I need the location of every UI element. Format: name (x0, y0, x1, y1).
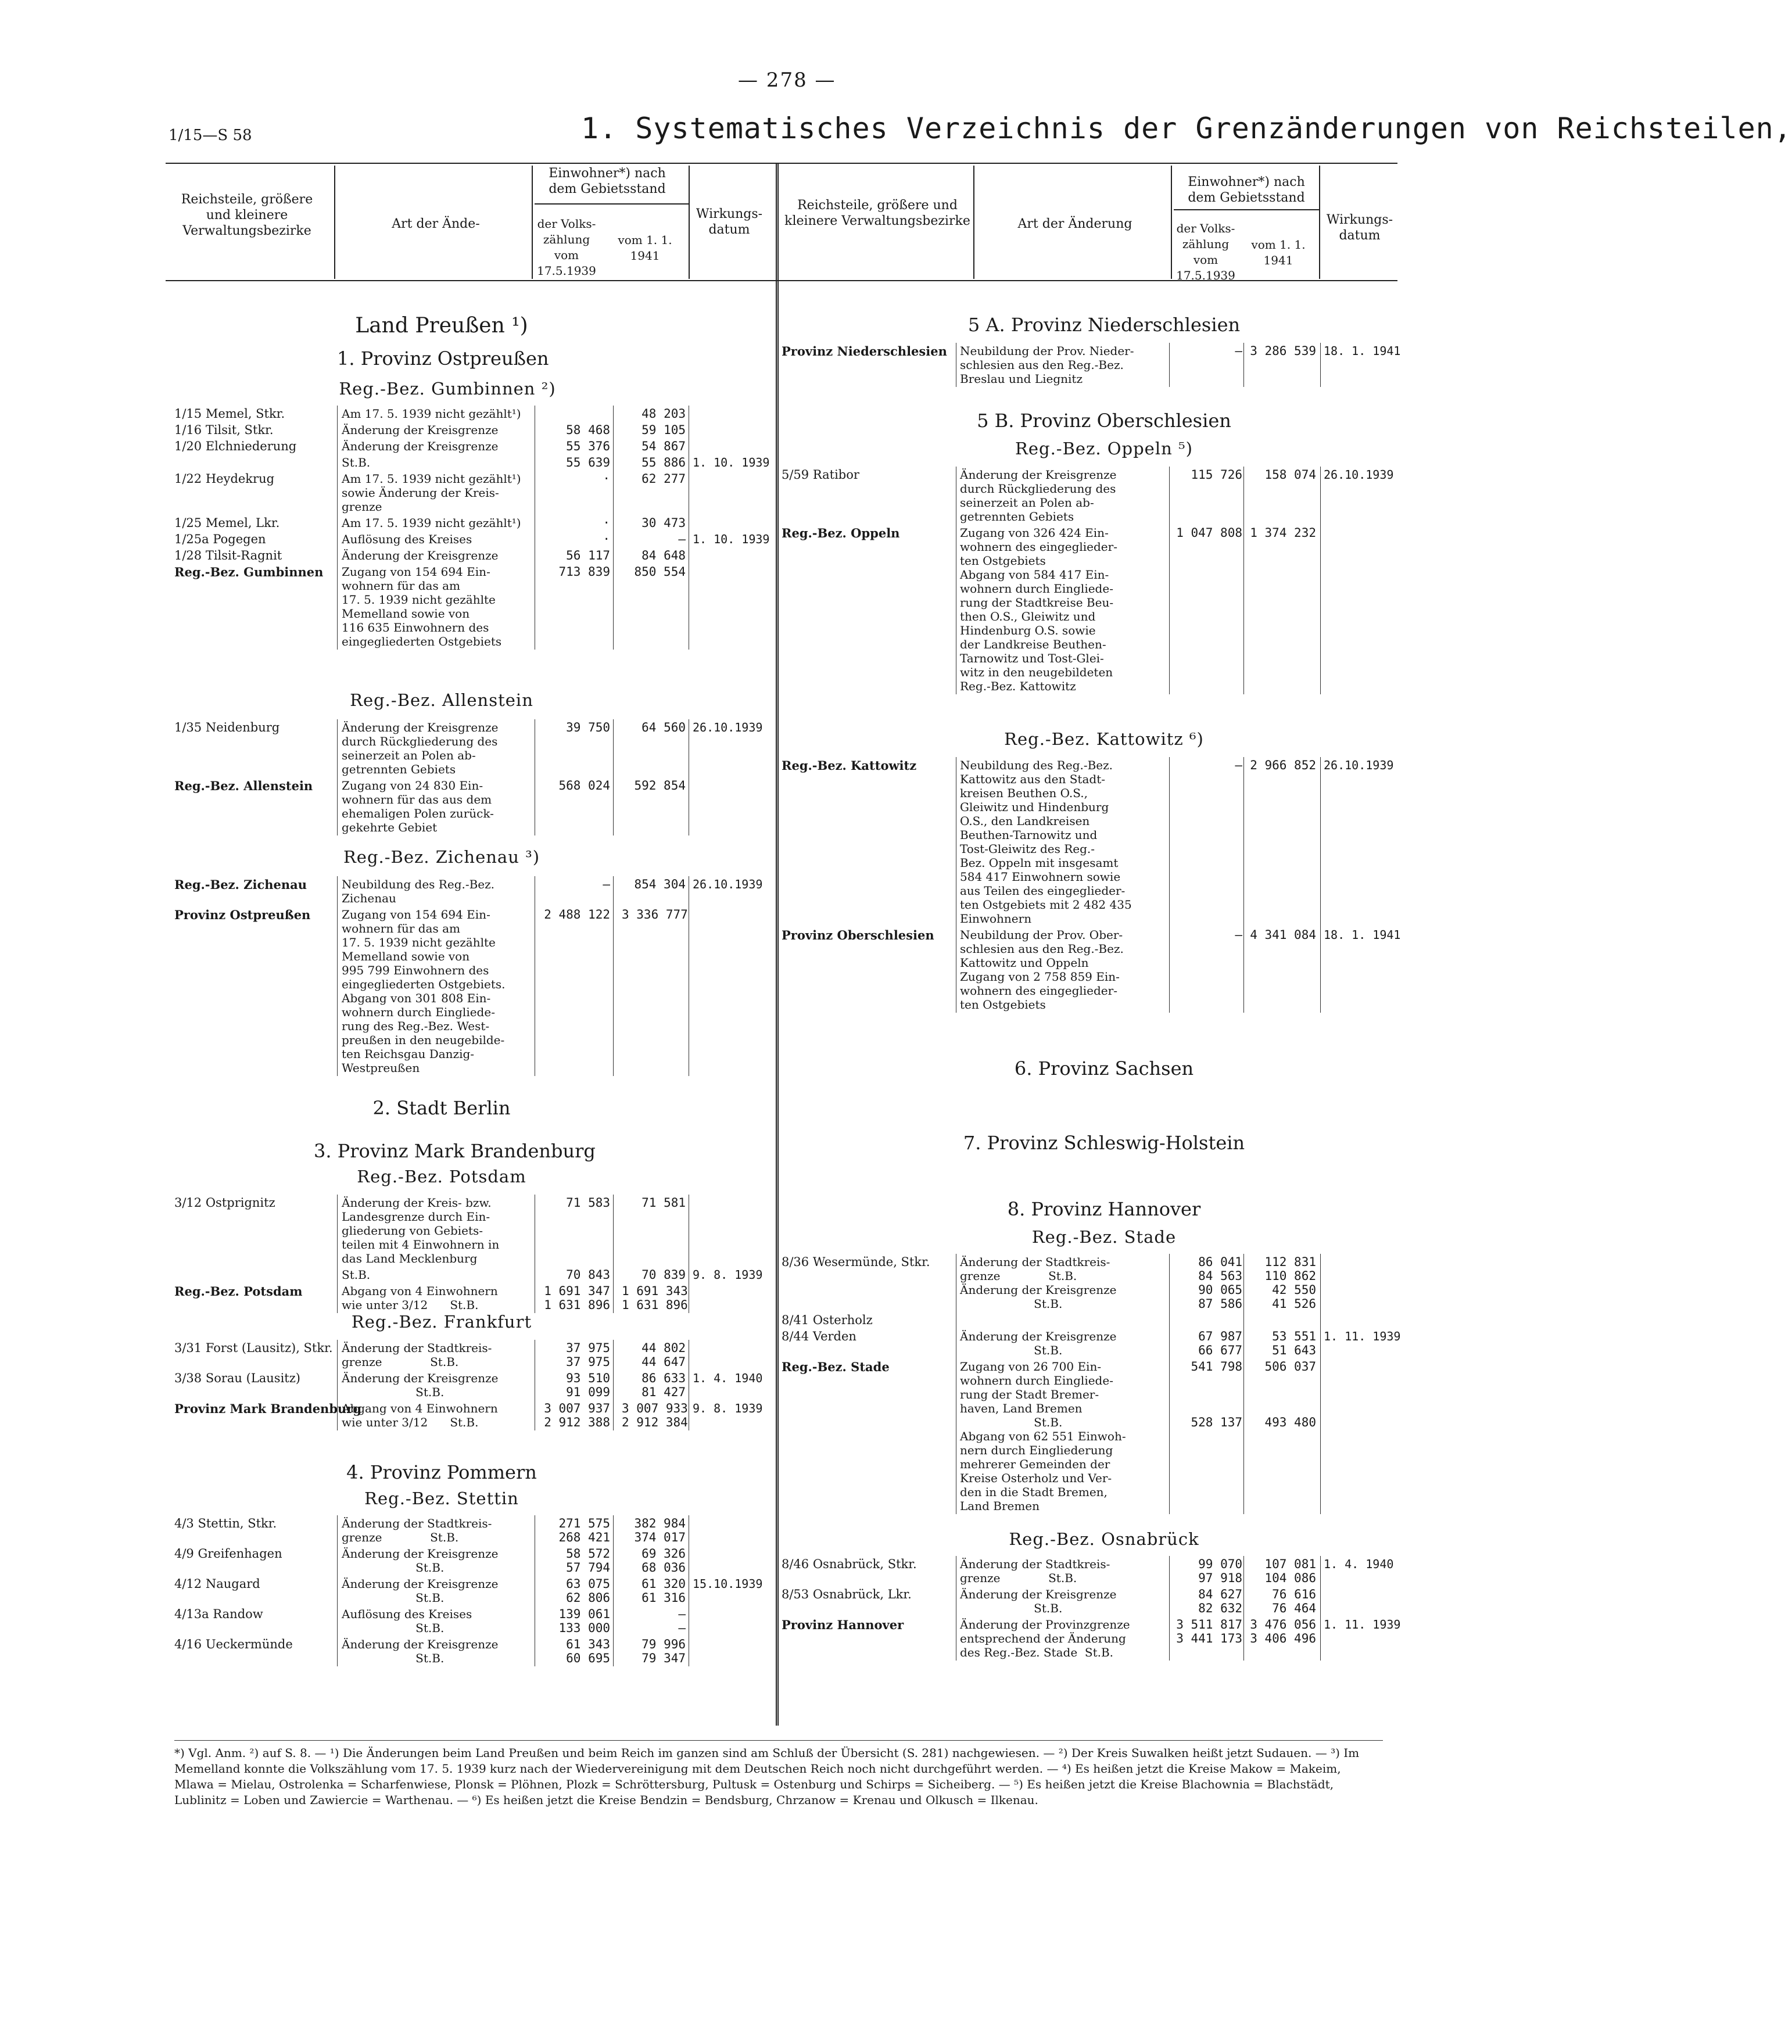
row-rule (613, 547, 614, 564)
row-rule (1320, 1254, 1321, 1312)
row-population-1941: 64 560 (641, 720, 686, 734)
row-rule (337, 906, 338, 1076)
row-rule (1169, 1312, 1170, 1328)
row-rule (1169, 1328, 1170, 1358)
row-unit-name: 8/44 Verden (782, 1329, 856, 1343)
row-rule (1243, 525, 1244, 694)
row-rule (337, 438, 338, 454)
header-date-left: Wirkungs-datum (696, 207, 763, 237)
row-population-1941: 44 802 44 647 (641, 1341, 686, 1369)
row-population-1941: 112 831 110 862 42 550 41 526 (1264, 1255, 1316, 1311)
row-unit-name: 1/20 Elchniederung (174, 439, 297, 453)
row-population-1941: 48 203 (641, 407, 686, 421)
row-change-description: Änderung der Kreisgrenze St.B. (960, 1587, 1117, 1615)
row-unit-name: 4/9 Greifenhagen (174, 1547, 282, 1561)
row-change-description: Am 17. 5. 1939 nicht gezählt¹) (342, 407, 521, 421)
row-unit-name: 4/12 Naugard (174, 1577, 260, 1591)
row-rule (613, 1400, 614, 1430)
row-change-description: Änderung der Kreisgrenze St.B. (960, 1329, 1117, 1357)
row-population-1941: 76 616 76 464 (1272, 1587, 1316, 1615)
row-population-1941: 59 105 (641, 423, 686, 437)
row-unit-name: 3/31 Forst (Lausitz), Stkr. (174, 1341, 333, 1355)
row-population-1939: 56 117 (566, 548, 610, 562)
row-unit-name: 1/35 Neidenburg (174, 720, 280, 734)
row-change-description: Zugang von 154 694 Ein- wohnern für das am 17. 5. 1939 nicht gezählte Memelland sowie von 995 799 Einwohnern des eingegliederten Ostgebiets. Abgang von 301 808 Ein- wohnern durch Eingliede- rung des Reg.-Bez. West- preußen in den neugebilde- ten Reichsgau Danzig- Westpreußen (342, 908, 506, 1075)
row-population-1941: 158 074 (1264, 468, 1316, 482)
row-rule (1169, 1254, 1170, 1312)
row-effective-date: 18. 1. 1941 (1324, 928, 1401, 942)
subsection-zichenau: Reg.-Bez. Zichenau ³) (343, 847, 540, 867)
row-rule (1320, 1312, 1321, 1328)
row-rule (613, 564, 614, 650)
header-1941-right: vom 1. 1. 1941 (1251, 238, 1306, 267)
subsection-frankfurt: Reg.-Bez. Frankfurt (351, 1312, 532, 1332)
row-effective-date: 1. 10. 1939 (693, 532, 770, 546)
row-effective-date: 9. 8. 1939 (693, 1268, 763, 1282)
row-population-1939: 55 639 (566, 456, 610, 469)
row-population-1941: 70 839 (641, 1268, 686, 1282)
row-change-description: Änderung der Kreisgrenze St.B. (342, 1577, 499, 1605)
row-rule (613, 876, 614, 906)
row-unit-name: 3/12 Ostprignitz (174, 1196, 275, 1210)
page-reference: 1/15—S 58 (169, 127, 252, 144)
row-population-1939: 568 024 (558, 779, 610, 793)
header-unit-right: Reichsteile, größere und kleinere Verwaltungsbezirke (784, 198, 970, 228)
row-rule (1243, 757, 1244, 927)
row-unit-name: Reg.-Bez. Gumbinnen (174, 565, 324, 579)
row-rule (1320, 343, 1321, 387)
row-unit-name: 1/28 Tilsit-Ragnit (174, 548, 282, 562)
row-rule (613, 1606, 614, 1636)
row-population-1939: 67 987 66 677 (1198, 1329, 1242, 1357)
rule (1174, 209, 1319, 210)
row-unit-name: Reg.-Bez. Oppeln (782, 526, 900, 540)
row-rule (613, 906, 614, 1076)
row-unit-name: 8/36 Wesermünde, Stkr. (782, 1255, 930, 1269)
row-population-1939: 93 510 91 099 (566, 1371, 610, 1399)
section-schleswig: 7. Provinz Schleswig-Holstein (963, 1132, 1245, 1154)
header-pop-right: Einwohner*) nach dem Gebietsstand (1188, 175, 1305, 205)
row-unit-name: Reg.-Bez. Allenstein (174, 779, 313, 793)
row-unit-name: 4/16 Ueckermünde (174, 1637, 293, 1651)
row-population-1941: 592 854 (634, 779, 686, 793)
row-population-1941: 69 326 68 036 (641, 1547, 686, 1575)
row-change-description: Neubildung der Prov. Ober- schlesien aus den Reg.-Bez. Kattowitz und Oppeln Zugang von 2 758 859 Ein- wohnern des eingeglieder- ten Ostgebiets (960, 928, 1124, 1012)
row-effective-date: 26.10.1939 (1324, 468, 1394, 482)
row-rule (337, 1283, 338, 1313)
row-population-1941: 850 554 (634, 565, 686, 579)
row-effective-date: 26.10.1939 (693, 877, 763, 891)
row-unit-name: Reg.-Bez. Potsdam (174, 1284, 303, 1299)
section-ostpreussen: 1. Provinz Ostpreußen (337, 347, 549, 370)
row-change-description: Änderung der Provinzgrenze entsprechend der Änderung des Reg.-Bez. Stade St.B. (960, 1618, 1130, 1659)
row-change-description: Zugang von 154 694 Ein- wohnern für das am 17. 5. 1939 nicht gezählte Memelland sowie von 116 635 Einwohnern des eingegliederten Ostgebiets (342, 565, 502, 648)
row-rule (613, 777, 614, 835)
row-rule (1320, 525, 1321, 694)
row-rule (1243, 467, 1244, 525)
row-rule (1169, 467, 1170, 525)
row-rule (613, 1576, 614, 1606)
row-change-description: Abgang von 4 Einwohnern wie unter 3/12 St.B. (342, 1284, 498, 1312)
row-rule (337, 719, 338, 777)
row-unit-name: 1/16 Tilsit, Stkr. (174, 423, 274, 437)
row-rule (1243, 1254, 1244, 1312)
row-population-1941: 4 341 084 (1250, 928, 1316, 942)
row-unit-name: 1/25 Memel, Lkr. (174, 516, 280, 530)
row-rule (337, 564, 338, 650)
row-rule (337, 1545, 338, 1576)
row-rule (1243, 927, 1244, 1013)
header-census-left: der Volks-zählung vom 17.5.1939 (537, 217, 596, 278)
row-change-description: Änderung der Kreisgrenze durch Rückgliederung des seinerzeit an Polen ab- getrennten Gebiets (960, 468, 1117, 523)
row-population-1939: 55 376 (566, 439, 610, 453)
row-rule (1169, 343, 1170, 387)
row-change-description: Änderung der Stadtkreis- grenze St.B. Änderung der Kreisgrenze St.B. (960, 1255, 1117, 1311)
row-population-1939: 3 007 937 2 912 388 (544, 1401, 610, 1429)
row-unit-name: Reg.-Bez. Kattowitz (782, 758, 917, 773)
row-unit-name: 1/25a Pogegen (174, 532, 266, 546)
row-population-1939: 99 070 97 918 (1198, 1557, 1242, 1585)
section-brandenburg: 3. Provinz Mark Brandenburg (314, 1140, 596, 1162)
row-effective-date: 9. 8. 1939 (693, 1401, 763, 1415)
row-rule (613, 1267, 614, 1283)
row-rule (337, 1576, 338, 1606)
footnote-rule (174, 1740, 1383, 1741)
row-rule (1320, 1556, 1321, 1586)
row-population-1939: 58 468 (566, 423, 610, 437)
row-population-1939: — (1235, 344, 1242, 358)
row-change-description: Änderung der Kreisgrenze St.B. (342, 1371, 499, 1399)
row-unit-name: 3/38 Sorau (Lausitz) (174, 1371, 300, 1385)
subsection-osnabrueck: Reg.-Bez. Osnabrück (1009, 1529, 1199, 1549)
row-rule (1243, 1312, 1244, 1328)
row-rule (337, 1400, 338, 1430)
header-change-right: Art der Änderung (1017, 217, 1132, 231)
row-population-1941: 382 984 374 017 (634, 1516, 686, 1544)
row-rule (337, 531, 338, 547)
row-rule (1320, 1358, 1321, 1514)
row-change-description: Änderung der Stadtkreis- grenze St.B. (342, 1341, 492, 1369)
row-change-description: Neubildung der Prov. Nieder- schlesien aus den Reg.-Bez. Breslau und Liegnitz (960, 344, 1134, 386)
row-population-1939: 84 627 82 632 (1198, 1587, 1242, 1615)
row-change-description: Änderung der Kreisgrenze (342, 439, 499, 453)
header-pop-left: Einwohner*) nach dem Gebietsstand (549, 166, 666, 196)
row-rule (337, 1515, 338, 1545)
row-population-1941: 79 996 79 347 (641, 1637, 686, 1665)
row-population-1939: 37 975 37 975 (566, 1341, 610, 1369)
row-population-1941: 3 476 056 3 406 496 (1250, 1618, 1316, 1645)
row-change-description: Neubildung des Reg.-Bez. Kattowitz aus den Stadt- kreisen Beuthen O.S., Gleiwitz und Hindenburg O.S., den Landkreisen Beuthen-Tarnowitz und Tost-Gleiwitz des Reg.- Bez. Oppeln mit insgesamt 584 417 Einwohnern sowie aus Teilen des eingeglieder- ten Ostgebiets mit 2 482 435 Einwohnern (960, 758, 1132, 926)
row-change-description: Änderung der Kreisgrenze (342, 423, 499, 437)
rule (1171, 166, 1172, 279)
row-population-1941: — — (678, 1607, 686, 1635)
row-change-description: Zugang von 26 700 Ein- wohnern durch Eingliede- rung der Stadt Bremer- haven, Land Bremen St.B. Abgang von 62 551 Einwoh- nern durch Eingliederung mehrerer Gemeinden der Kreise Osterholz und Ver- den in die Stadt Bremen, Land Bremen (960, 1360, 1126, 1513)
subsection-kattowitz: Reg.-Bez. Kattowitz ⁶) (1004, 729, 1204, 749)
row-rule (1243, 1616, 1244, 1661)
row-rule (1320, 1328, 1321, 1358)
row-population-1939: — (1235, 928, 1242, 942)
rule (334, 166, 335, 279)
row-unit-name: 4/13a Randow (174, 1607, 263, 1621)
row-rule (337, 1606, 338, 1636)
row-unit-name: 8/53 Osnabrück, Lkr. (782, 1587, 912, 1601)
row-population-1939: · (603, 472, 610, 486)
row-population-1939: 71 583 (566, 1196, 610, 1210)
row-change-description: St.B. (342, 1268, 371, 1282)
center-divider (776, 163, 779, 1726)
row-rule (613, 531, 614, 547)
row-population-1941: 854 304 (634, 877, 686, 891)
row-effective-date: 1. 4. 1940 (1324, 1557, 1394, 1571)
row-rule (613, 719, 614, 777)
row-population-1939: — (1235, 758, 1242, 772)
row-change-description: Änderung der Stadtkreis- grenze St.B. (342, 1516, 492, 1544)
header-1941-left: vom 1. 1. 1941 (618, 233, 672, 263)
row-unit-name: 8/46 Osnabrück, Stkr. (782, 1557, 917, 1571)
row-rule (337, 876, 338, 906)
footnotes: *) Vgl. Anm. ²) auf S. 8. — ¹) Die Änderungen beim Land Preußen und beim Reich im ganzen sind am Schluß der Übersicht (S. 281) nachgewiesen. — ²) Der Kreis Suwalken heißt jetzt Sudauen. — ³) Im Memelland konnte die Volkszählung vom 17. 5. 1939 kurz nach der Wiedervereinigung mit dem Deutschen Reich noch nicht durchgeführt werden. — ⁴) Es heißen jetzt die Kreise Makow = Makeim, Mlawa = Mielau, Ostrolenka = Scharfenwiese, Plonsk = Plöhnen, Plozk = Schröttersburg, Pultusk = Ostenburg und Schirps = Sicheiberg. — ⁵) Es heißen jetzt die Kreise Blachownia = Blachstädt, Lublinitz = Loben und Zawiercie = Warthenau. — ⁶) Es heißen jetzt die Kreise Bendzin = Bendsburg, Chrzanow = Krenau und Olkusch = Ilkenau. (174, 1746, 1360, 1807)
row-unit-name: Reg.-Bez. Stade (782, 1360, 890, 1374)
row-population-1941: 62 277 (641, 472, 686, 486)
row-rule (337, 547, 338, 564)
row-population-1941: 86 633 81 427 (641, 1371, 686, 1399)
row-rule (337, 406, 338, 422)
row-rule (613, 1636, 614, 1666)
row-rule (1243, 343, 1244, 387)
row-change-description: Neubildung des Reg.-Bez. Zichenau (342, 877, 495, 905)
header-census-right: der Volks-zählung vom 17.5.1939 (1176, 221, 1235, 282)
rule (689, 166, 690, 279)
row-rule (1320, 1586, 1321, 1616)
page-title: 1. Systematisches Verzeichnis der Grenzänderungen von Reichsteilen, (581, 112, 1792, 145)
row-rule (1169, 525, 1170, 694)
row-rule (613, 1283, 614, 1313)
row-change-description: Abgang von 4 Einwohnern wie unter 3/12 St.B. (342, 1401, 498, 1429)
row-population-1941: 54 867 (641, 439, 686, 453)
row-rule (613, 406, 614, 422)
row-rule (613, 471, 614, 515)
row-unit-name: Provinz Oberschlesien (782, 928, 934, 942)
row-rule (337, 471, 338, 515)
row-population-1939: 115 726 (1191, 468, 1242, 482)
row-population-1941: 1 374 232 (1250, 526, 1316, 540)
row-population-1939: · (603, 532, 610, 546)
row-effective-date: 1. 10. 1939 (693, 456, 770, 469)
section-berlin: 2. Stadt Berlin (372, 1097, 511, 1119)
row-population-1939: 271 575 268 421 (558, 1516, 610, 1544)
row-rule (613, 454, 614, 471)
row-unit-name: Provinz Mark Brandenburg (174, 1401, 362, 1416)
row-population-1941: 107 081 104 086 (1264, 1557, 1316, 1585)
row-unit-name: Provinz Niederschlesien (782, 344, 947, 358)
rule (535, 203, 689, 205)
header-unit-left: Reichsteile, größere und kleinere Verwaltungsbezirke (181, 192, 313, 238)
row-effective-date: 1. 11. 1939 (1324, 1618, 1401, 1631)
row-rule (1320, 757, 1321, 927)
row-change-description: Zugang von 326 424 Ein- wohnern des eingeglieder- ten Ostgebiets Abgang von 584 417 Ein- wohnern durch Eingliede- rung der Stadtkreise Beu- then O.S., Gleiwitz und Hindenburg O.S. sowie der Landkreise Beuthen- Tarnowitz und Tost-Glei- witz in den neugebildeten Reg.-Bez. Kattowitz (960, 526, 1117, 693)
row-effective-date: 1. 4. 1940 (693, 1371, 763, 1385)
rule (1319, 166, 1320, 279)
row-population-1939: · (603, 516, 610, 530)
row-effective-date: 26.10.1939 (1324, 758, 1394, 772)
row-population-1941: 53 551 51 643 (1272, 1329, 1316, 1357)
row-change-description: Änderung der Kreisgrenze (342, 548, 499, 562)
row-rule (337, 1340, 338, 1370)
subsection-gumbinnen: Reg.-Bez. Gumbinnen ²) (339, 379, 556, 399)
row-population-1941: 3 336 777 (622, 908, 688, 921)
row-change-description: Am 17. 5. 1939 nicht gezählt¹) sowie Änderung der Kreis- grenze (342, 472, 521, 514)
row-rule (1243, 1586, 1244, 1616)
row-rule (1169, 927, 1170, 1013)
header-date-right: Wirkungs-datum (1326, 213, 1393, 243)
row-change-description: Änderung der Kreisgrenze St.B. (342, 1637, 499, 1665)
row-population-1941: 61 320 61 316 (641, 1577, 686, 1605)
row-population-1939: 139 061 133 000 (558, 1607, 610, 1635)
section-pommern: 4. Provinz Pommern (346, 1461, 537, 1483)
row-rule (613, 515, 614, 531)
row-unit-name: 4/3 Stettin, Stkr. (174, 1516, 277, 1530)
row-rule (337, 1195, 338, 1267)
row-population-1941: 1 691 343 1 631 896 (622, 1284, 688, 1312)
row-change-description: Änderung der Kreisgrenze St.B. (342, 1547, 499, 1575)
row-rule (1243, 1358, 1244, 1514)
section-oberschlesien: 5 B. Provinz Oberschlesien (977, 410, 1231, 432)
section-sachsen: 6. Provinz Sachsen (1014, 1057, 1194, 1080)
row-effective-date: 1. 11. 1939 (1324, 1329, 1401, 1343)
row-change-description: Änderung der Kreis- bzw. Landesgrenze durch Ein- gliederung von Gebiets- teilen mit 4 Einwohnern in das Land Mecklenburg (342, 1196, 500, 1265)
row-rule (1320, 927, 1321, 1013)
section-niederschlesien: 5 A. Provinz Niederschlesien (967, 314, 1241, 336)
row-change-description: Änderung der Kreisgrenze durch Rückgliederung des seinerzeit an Polen ab- getrennten Gebiets (342, 720, 499, 776)
page-number: — 278 — (738, 69, 836, 92)
rule (532, 166, 533, 279)
row-population-1941: 55 886 (641, 456, 686, 469)
row-rule (613, 1515, 614, 1545)
row-rule (1169, 1616, 1170, 1661)
row-unit-name: Reg.-Bez. Zichenau (174, 877, 307, 892)
header-change-left: Art der Ände- (392, 217, 480, 231)
row-rule (613, 1195, 614, 1267)
row-population-1941: 506 037 493 480 (1264, 1360, 1316, 1429)
row-rule (1169, 1556, 1170, 1586)
row-population-1939: 58 572 57 794 (566, 1547, 610, 1575)
header-top-rule (166, 163, 1397, 164)
row-rule (337, 454, 338, 471)
row-rule (337, 515, 338, 531)
row-population-1939: 70 843 (566, 1268, 610, 1282)
row-rule (337, 777, 338, 835)
rule (973, 166, 974, 279)
row-rule (337, 1267, 338, 1283)
row-population-1939: 3 511 817 3 441 173 (1176, 1618, 1242, 1645)
row-population-1941: 3 007 933 2 912 384 (622, 1401, 688, 1429)
row-rule (1320, 1616, 1321, 1661)
row-population-1939: 63 075 62 806 (566, 1577, 610, 1605)
row-unit-name: Provinz Hannover (782, 1618, 904, 1632)
row-rule (613, 438, 614, 454)
row-rule (1243, 1556, 1244, 1586)
row-effective-date: 26.10.1939 (693, 720, 763, 734)
row-rule (1169, 1586, 1170, 1616)
subsection-stettin: Reg.-Bez. Stettin (364, 1489, 519, 1508)
row-rule (1243, 1328, 1244, 1358)
row-rule (337, 1636, 338, 1666)
row-population-1941: 84 648 (641, 548, 686, 562)
subsection-stade: Reg.-Bez. Stade (1031, 1227, 1177, 1247)
row-population-1941: 30 473 (641, 516, 686, 530)
row-unit-name: Provinz Ostpreußen (174, 908, 311, 922)
row-change-description: Am 17. 5. 1939 nicht gezählt¹) (342, 516, 521, 530)
row-population-1941: 2 966 852 (1250, 758, 1316, 772)
row-population-1939: 541 798 528 137 (1191, 1360, 1242, 1429)
row-rule (337, 1370, 338, 1400)
row-population-1939: 86 041 84 563 90 065 87 586 (1198, 1255, 1242, 1311)
row-unit-name: 1/15 Memel, Stkr. (174, 407, 285, 421)
row-rule (1169, 1358, 1170, 1514)
section-hannover: 8. Provinz Hannover (1007, 1198, 1201, 1220)
row-population-1939: 39 750 (566, 720, 610, 734)
row-rule (613, 422, 614, 438)
row-rule (613, 1545, 614, 1576)
row-unit-name: 8/41 Osterholz (782, 1313, 873, 1327)
row-change-description: Änderung der Stadtkreis- grenze St.B. (960, 1557, 1110, 1585)
row-effective-date: 15.10.1939 (693, 1577, 763, 1591)
row-population-1939: — (603, 877, 610, 891)
row-rule (613, 1370, 614, 1400)
row-population-1941: — (678, 532, 686, 546)
row-rule (337, 422, 338, 438)
row-rule (613, 1340, 614, 1370)
subsection-potsdam: Reg.-Bez. Potsdam (357, 1167, 526, 1186)
row-population-1941: 3 286 539 (1250, 344, 1316, 358)
subsection-oppeln: Reg.-Bez. Oppeln ⁵) (1015, 439, 1193, 458)
row-effective-date: 18. 1. 1941 (1324, 344, 1401, 358)
row-change-description: Auflösung des Kreises (342, 532, 472, 546)
subsection-allenstein: Reg.-Bez. Allenstein (350, 690, 533, 710)
row-population-1939: 713 839 (558, 565, 610, 579)
row-population-1939: 1 691 347 1 631 896 (544, 1284, 610, 1312)
row-population-1939: 2 488 122 (544, 908, 610, 921)
row-population-1939: 1 047 808 (1176, 526, 1242, 540)
section-land: Land Preußen ¹) (355, 314, 528, 338)
row-population-1939: 61 343 60 695 (566, 1637, 610, 1665)
row-population-1941: 71 581 (641, 1196, 686, 1210)
row-unit-name: 1/22 Heydekrug (174, 472, 275, 486)
row-change-description: St.B. (342, 456, 371, 469)
row-change-description: Zugang von 24 830 Ein- wohnern für das aus dem ehemaligen Polen zurück- gekehrte Gebiet (342, 779, 494, 834)
row-change-description: Auflösung des Kreises St.B. (342, 1607, 472, 1635)
row-rule (1169, 757, 1170, 927)
row-rule (1320, 467, 1321, 525)
row-unit-name: 5/59 Ratibor (782, 468, 859, 482)
